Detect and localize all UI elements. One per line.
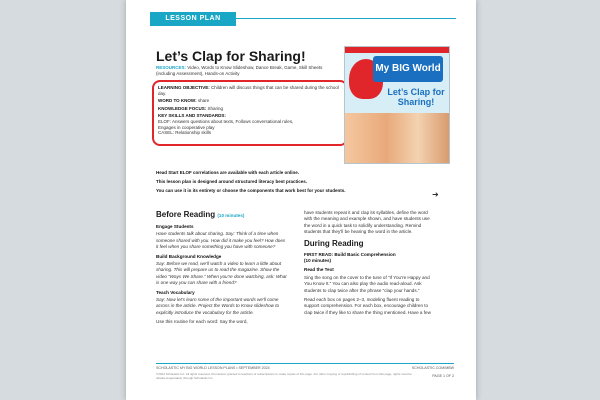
intro-note	[156, 170, 446, 197]
skill-line-1: ELOF: Answers questions about texts, Follows conversational rules,	[158, 118, 294, 124]
arrow-right-icon: ➜	[432, 190, 439, 199]
cover-title: Let’s Clap for Sharing!	[387, 87, 445, 107]
skill-line-3: CASEL: Relationship skills	[158, 130, 212, 136]
skill-line-2: Engages in cooperative play	[158, 124, 215, 130]
before-reading-title: Before Reading	[156, 210, 216, 219]
right-column	[304, 210, 436, 319]
page-title: Let’s Clap for Sharing!	[156, 48, 306, 64]
objectives-box	[152, 80, 348, 146]
usage-note: You can use it in its entirety or choose the components that work best for your students.	[156, 188, 346, 193]
during-reading-heading: During Reading	[304, 238, 364, 248]
background-text: Say: Before we read, we’ll watch a video to learn a little about sharing. This will prepare us to read the magazine. Show the video “Ways We Share.” When you’re done watching, ask: What is one way you can share with a friend?	[156, 261, 287, 286]
read-text-body: Sing the song on the cover to the tune of “If You’re Happy and You Know It.” You can also play the audio read-aloud. Ask students to clap twice after the phrase “clap your hands.”	[304, 274, 430, 293]
footer-left: SCHOLASTIC MY BIG WORLD LESSON PLANS • SEPTEMBER 2024	[156, 366, 270, 370]
key-skills	[158, 113, 342, 135]
resources-label: RESOURCES:	[156, 65, 187, 70]
word-to-know-text: share	[197, 98, 210, 104]
top-rule	[236, 18, 456, 19]
routine-text: Use this routine for each word: Say the word,	[156, 319, 248, 325]
cover-photo-children	[345, 113, 449, 163]
engage-text: Have students talk about sharing. Say: Think of a time when someone shared with you. How did it make you feel? How does it feel when you share something you have with someone?	[156, 231, 286, 250]
footer-right: SCHOLASTIC.COM/MBW	[411, 366, 454, 370]
read-text-body-2: Read each box on pages 2–3, modeling fluent reading to support comprehension. For each box, encourage children to clap twice if they like to share the thing mentioned. Have a few	[304, 297, 431, 315]
before-reading-time: (10 minutes)	[217, 213, 245, 218]
vocab-title: Teach Vocabulary	[156, 289, 195, 295]
resources-text: Video, Words to Know Slideshow, Dance Break, Game, Skill Sheets (including Assessment), Hands-on Activity	[156, 65, 323, 76]
knowledge-focus-text: Sharing	[207, 105, 224, 111]
engage-title: Engage Students	[156, 224, 194, 229]
cover-top-bar	[345, 47, 449, 53]
knowledge-focus	[158, 106, 342, 112]
footer-rule	[156, 363, 454, 364]
lesson-plan-tab: LESSON PLAN	[150, 12, 236, 26]
first-read-label: FIRST READ: Build Basic Comprehension	[304, 251, 396, 257]
magazine-cover-image	[344, 46, 450, 164]
cover-logo: My BIG World	[373, 56, 443, 82]
learning-objective	[158, 85, 342, 96]
left-column	[156, 210, 288, 329]
resources	[156, 65, 342, 77]
page-footer	[156, 363, 454, 380]
first-read-title	[304, 252, 436, 265]
footer-legal: ©2024 Scholastic Inc. All rights reserved. Permission granted to teachers of subscriptions to make copies of this page. For other copying or republishing of content from this page, rights must be obtained separately through Scholastic Inc.	[156, 372, 412, 380]
elof-note: Head Start ELOF correlations are available with each article online.	[156, 170, 300, 175]
lesson-plan-page	[126, 0, 476, 400]
vocab-text: Say: Now let’s learn some of the important words we’ll come across in the article. Project the Words to Know slideshow to explicitly introduce the vocabulary for the article.	[156, 297, 280, 315]
page-number: PAGE 1 OF 2	[432, 374, 454, 378]
key-skills-label: KEY SKILLS AND STANDARDS:	[158, 113, 226, 119]
learning-objective-text: Children will discuss things that can be shared during the school day.	[158, 85, 339, 96]
background-title: Build Background Knowledge	[156, 253, 222, 259]
before-reading-heading	[156, 210, 288, 221]
first-read-time: (10 minutes)	[304, 258, 332, 264]
knowledge-focus-label: KNOWLEDGE FOCUS:	[158, 105, 207, 111]
word-to-know	[158, 98, 342, 104]
learning-objective-label: LEARNING OBJECTIVE:	[158, 85, 210, 90]
read-text-title: Read the Text	[304, 267, 334, 273]
routine-continued-text: have students repeat it and clap its syllables, define the word with the meaning and example shown, and have students use the word in a quick task to solidify understanding. Remind students that they’ll be hearing the word in the article.	[304, 210, 430, 235]
word-to-know-label: WORD TO KNOW:	[158, 98, 197, 104]
design-note: This lesson plan is designed around structured literacy best practices.	[156, 179, 308, 184]
